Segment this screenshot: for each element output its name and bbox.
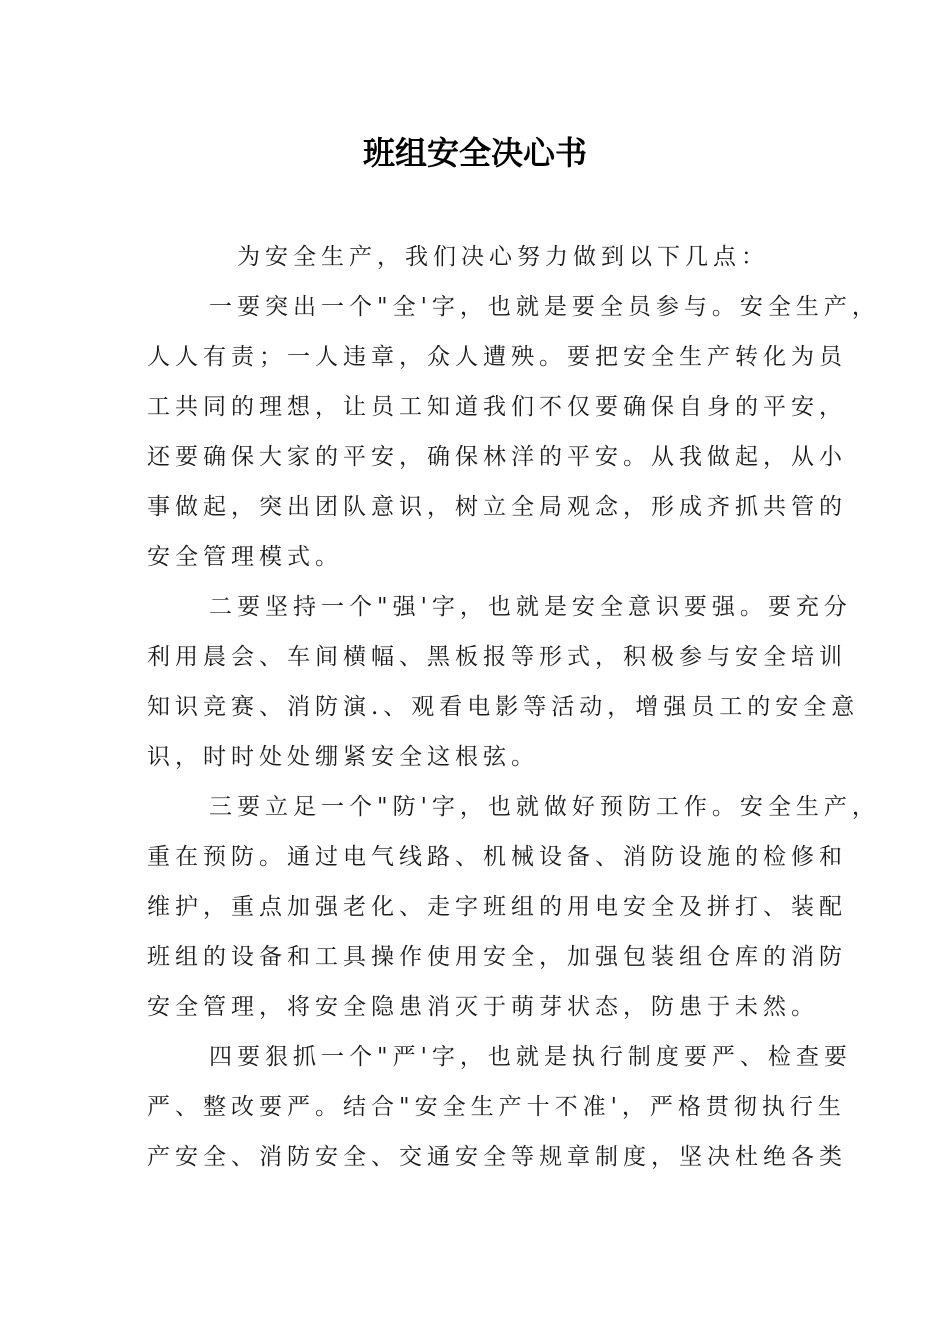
text-line: 产安全、消防安全、交通安全等规章制度，坚决杜绝各类 (147, 1144, 847, 1170)
text-line: 工共同的理想，让员工知道我们不仅要确保自身的平安， (147, 394, 847, 420)
text-line: 利用晨会、车间横幅、黑板报等形式，积极参与安全培训 (147, 644, 847, 670)
text-line: 知识竞赛、消防演.、观看电影等活动，增强员工的安全意 (147, 694, 860, 720)
text-line: 安全管理，将安全隐患消灭于萌芽状态，防患于未然。 (147, 994, 819, 1020)
text-line: 还要确保大家的平安，确保林洋的平安。从我做起，从小 (147, 444, 847, 470)
text-line: 识，时时处处绷紧安全这根弦。 (147, 744, 539, 770)
text-line: 重在预防。通过电气线路、机械设备、消防设施的检修和 (147, 844, 847, 870)
paragraph-1 (147, 282, 880, 582)
text-line: 人人有责；一人违章，众人遭殃。要把安全生产转化为员 (147, 344, 847, 370)
text-line: 为安全生产，我们决心努力做到以下几点： (237, 244, 769, 270)
text-line: 事做起，突出团队意识，树立全局观念，形成齐抓共管的 (147, 494, 847, 520)
text-line: 一要突出一个"全'字，也就是要全员参与。安全生产， (209, 294, 880, 320)
text-line: 严、整改要严。结合"安全生产十不准'，严格贯彻执行生 (147, 1094, 846, 1120)
text-line: 维护，重点加强老化、走字班组的用电安全及拼打、装配 (147, 894, 847, 920)
document-title: 班组安全决心书 (362, 134, 587, 172)
document-body (147, 232, 880, 1182)
text-line: 三要立足一个"防'字，也就做好预防工作。安全生产， (209, 794, 880, 820)
text-line: 四要狠抓一个"严'字，也就是执行制度要严、检查要 (209, 1044, 852, 1070)
paragraph-2 (147, 582, 860, 782)
text-line: 安全管理模式。 (147, 544, 343, 570)
paragraph-4 (147, 1032, 852, 1182)
text-line: 班组的设备和工具操作使用安全，加强包装组仓库的消防 (147, 944, 847, 970)
paragraph-intro (147, 232, 807, 282)
text-line: 二要坚持一个"强'字，也就是安全意识要强。要充分 (209, 594, 852, 620)
paragraph-3 (147, 782, 880, 1032)
